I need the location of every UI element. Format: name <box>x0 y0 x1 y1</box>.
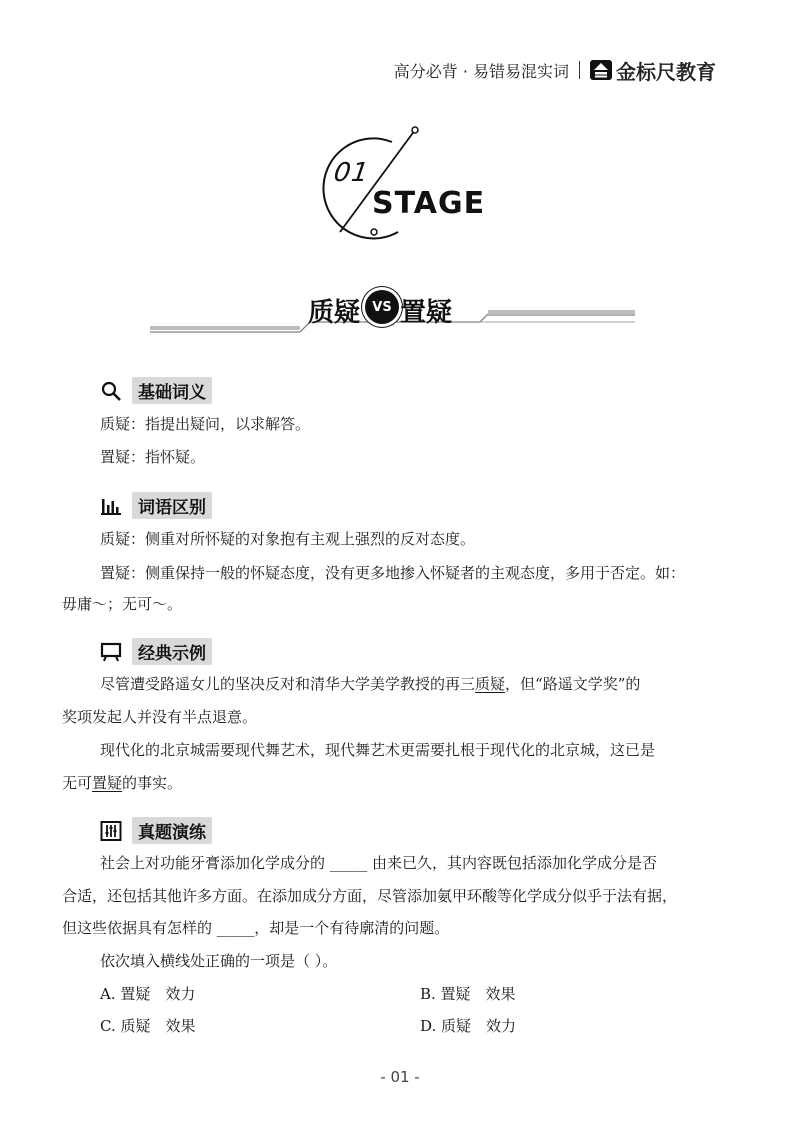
series-title: 高分必背 · 易错易混实词 <box>393 61 569 81</box>
difference-line: 置疑：侧重保持一般的怀疑态度，没有更多地掺入怀疑者的主观态度，多用于否定。如： <box>100 564 686 582</box>
example-line: 现代化的北京城需要现代舞艺术，现代舞艺术更需要扎根于现代化的北京城，这已是 <box>100 741 656 759</box>
bar-chart-icon <box>100 495 122 517</box>
example-keyword: 质疑 <box>475 675 506 693</box>
brand <box>590 56 716 85</box>
section-exercise-header <box>100 817 212 844</box>
presentation-board-icon <box>100 641 122 663</box>
example-keyword: 置疑 <box>92 774 123 792</box>
section-examples-header <box>100 638 212 665</box>
page-header <box>394 56 716 84</box>
magnifier-icon <box>100 380 122 402</box>
example-text: 的事实。 <box>122 774 183 792</box>
question-line: 合适，还包括其他许多方面。在添加成分方面，尽管添加氨甲环酸等化学成分似乎于法有据， <box>62 887 678 905</box>
stage-emblem <box>300 120 500 250</box>
definition-line: 质疑：指提出疑问，以求解答。 <box>100 415 311 433</box>
stage-circle-graphic <box>300 120 500 250</box>
brand-name: 金标尺教育 <box>616 59 716 84</box>
example-line: 奖项发起人并没有半点退意。 <box>62 708 258 726</box>
difference-line: 质疑：侧重对所怀疑的对象抱有主观上强烈的反对态度。 <box>100 530 476 548</box>
page-number: - 01 - <box>380 1068 420 1086</box>
section-title: 基础词义 <box>132 377 212 404</box>
option-d: D. 质疑 效力 <box>420 1017 517 1035</box>
example-line <box>100 673 640 695</box>
section-title: 真题演练 <box>132 817 212 844</box>
section-title: 经典示例 <box>132 638 212 665</box>
difference-line: 毋庸～；无可～。 <box>62 595 183 613</box>
section-definitions-header <box>100 377 212 404</box>
word-left: 质疑 <box>308 298 361 328</box>
definition-line: 置疑：指怀疑。 <box>100 448 206 466</box>
example-text: 无可 <box>62 774 93 792</box>
word-pair-banner <box>150 290 635 345</box>
stage-number: 01 <box>331 158 372 188</box>
option-a: A. 置疑 效力 <box>100 985 196 1003</box>
option-b: B. 置疑 效果 <box>420 985 516 1003</box>
example-text: 尽管遭受路遥女儿的坚决反对和清华大学美学教授的再三 <box>100 675 476 693</box>
question-line: 但这些依据具有怎样的 _____，却是一个有待廓清的问题。 <box>62 919 450 937</box>
header-divider <box>579 61 580 79</box>
brand-logo-icon <box>590 60 612 80</box>
example-line <box>62 772 182 794</box>
question-prompt: 依次填入横线处正确的一项是（ ）。 <box>100 952 338 970</box>
question-line: 社会上对功能牙膏添加化学成分的 _____ 由来已久，其内容既包括添加化学成分是否 <box>100 854 658 872</box>
stage-word: STAGE <box>372 186 486 221</box>
example-text: ，但“路遥文学奖”的 <box>505 675 641 693</box>
option-c: C. 质疑 效果 <box>100 1017 196 1035</box>
vs-badge: VS <box>365 290 399 324</box>
equalizer-icon <box>100 820 122 842</box>
section-title: 词语区别 <box>132 492 212 519</box>
word-right: 置疑 <box>400 298 453 328</box>
section-differences-header <box>100 492 212 519</box>
